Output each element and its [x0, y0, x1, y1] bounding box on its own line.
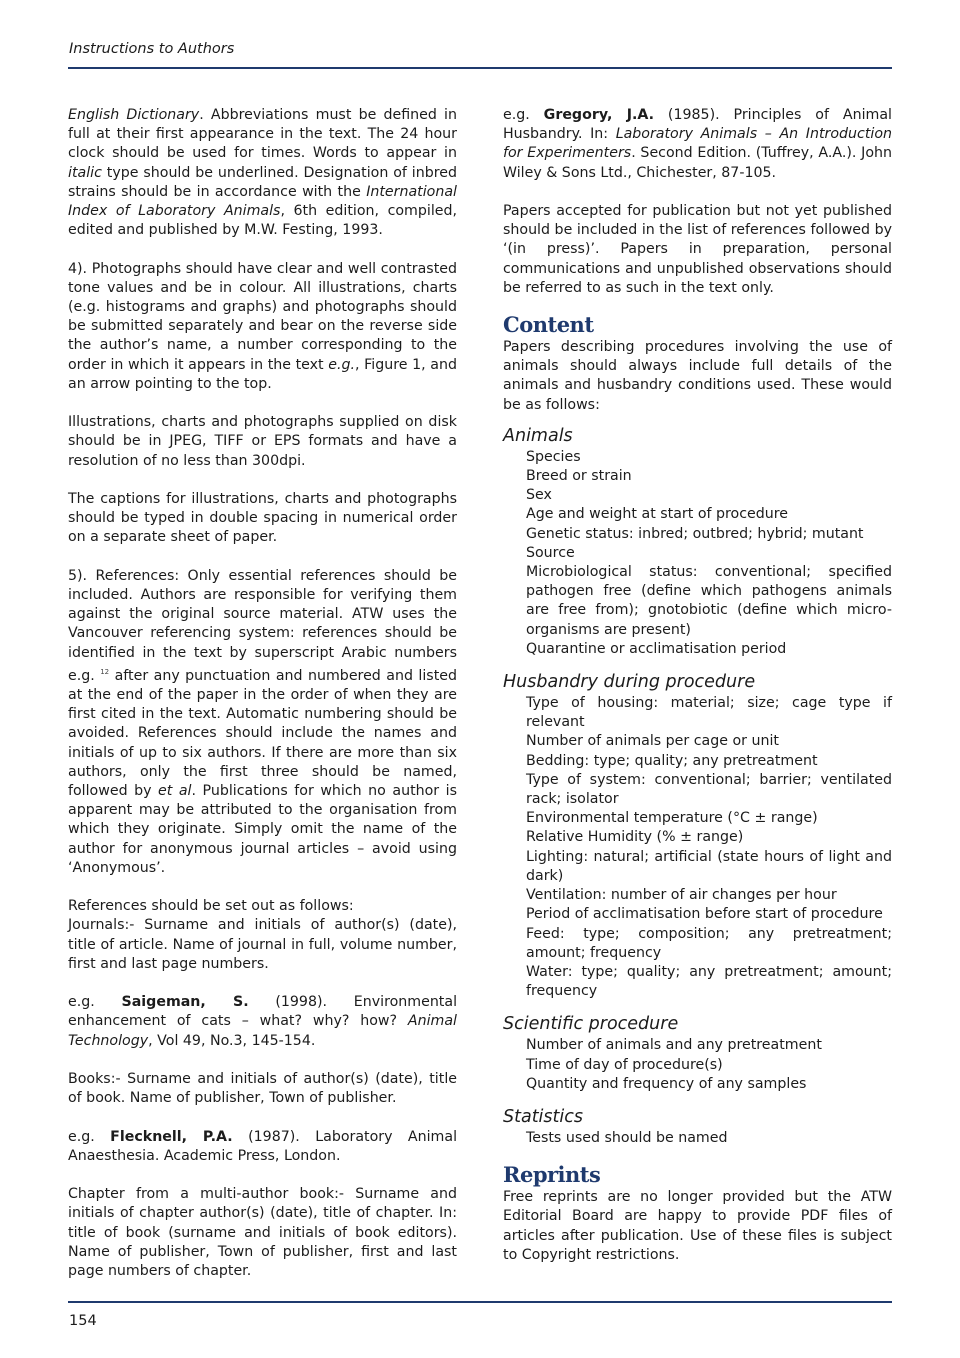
list-item: Source	[526, 544, 575, 561]
list-item: Quarantine or acclimatisation period	[526, 640, 787, 657]
paragraph-captions: The captions for illustrations, charts and photographs should be typed in double spacing in numerical order on a separate sheet of paper.	[68, 491, 457, 546]
list-item: Breed or strain	[526, 468, 632, 485]
example-flecknell: e.g. Flecknell, P.A. (1987). Laboratory Animal Anaesthesia. Academic Press, London.	[68, 1128, 458, 1164]
header-divider	[68, 67, 892, 69]
list-item: Number of animals per cage or unit	[526, 733, 779, 750]
list-item: Quantity and frequency of any samples	[526, 1075, 807, 1092]
heading-reprints: Reprints	[503, 1162, 601, 1188]
list-item: Feed: type; composition; any pretreatment; amount; frequency	[526, 925, 892, 961]
example-saigeman: e.g. Saigeman, S. (1998). Environmental enhancement of cats – what? why? how? Animal Technology, Vol 49, No.3, 145-154.	[68, 994, 458, 1049]
paragraph-references: 5). References: Only essential references should be included. Authors are responsible for verifying them against the original source material. ATW uses the Vancouver referencing system: references should be identified in the text by superscript Arabic numbers e.g. $^{12}$ after any punctuation and numbered and listed at the end of the paper in the order of when they are first cited in the text. Automatic numbering should be avoided. References should include the names and initials of up to six authors. If there are more than six authors, only the first three should be named, followed by et al. Publications for which no author is apparent may be attributed to the organisation from which they originate. Simply omit the name of the author for anonymous journal articles – avoid using ‘Anonymous’.	[68, 567, 457, 876]
list-item: Type of system: conventional; barrier; ventilated rack; isolator	[526, 771, 892, 808]
paragraph-in-press: Papers accepted for publication but not yet published should be included in the list of references followed by ‘(in press)’. Papers in preparation, personal communications and unpublished observations should be referred to as such in the text only.	[503, 203, 892, 296]
paragraph-reprints: Free reprints are no longer provided but the ATW Editorial Board are happy to provide PDF files of articles after publication. Use of these files is subject to Copyright restrictions.	[503, 1189, 892, 1263]
list-item: Microbiological status: conventional; specified pathogen free (define which pathogens animals are free from); gnotobiotic (define which micro-organisms are present)	[526, 564, 892, 638]
running-header: Instructions to Authors	[69, 41, 235, 57]
list-item: Bedding: type; quality; any pretreatment	[526, 752, 818, 769]
list-item: Tests used should be named	[526, 1129, 728, 1146]
list-statistics	[503, 1129, 892, 1148]
list-husbandry	[503, 694, 892, 1001]
paragraph-references-format: References should be set out as follows:	[68, 898, 354, 915]
heading-content: Content	[503, 312, 594, 338]
example-gregory: e.g. Gregory, J.A. (1985). Principles of Animal Husbandry. In: Laboratory Animals – An Introduction for Experimenters. Second Edition. (Tuffrey, A.A.). John Wiley & Sons Ltd., Chichester, 87-105.	[503, 107, 892, 181]
list-item: Period of acclimatisation before start of procedure	[526, 906, 883, 923]
subheading-animals: Animals	[503, 425, 573, 446]
paragraph-journals: Journals:- Surname and initials of author(s) (date), title of article. Name of journal in full, volume number, first and last page numbers.	[68, 917, 457, 972]
subheading-scientific-procedure: Scientific procedure	[503, 1014, 679, 1035]
list-item: Number of animals and any pretreatment	[526, 1037, 822, 1054]
list-scientific-procedure	[503, 1036, 892, 1094]
list-item: Genetic status: inbred; outbred; hybrid; mutant	[526, 525, 864, 542]
list-item: Relative Humidity (% ± range)	[526, 829, 744, 846]
superscript-example: 12	[100, 667, 110, 676]
paragraph-disk-formats: Illustrations, charts and photographs supplied on disk should be in JPEG, TIFF or EPS formats and have a resolution of no less than 300dpi.	[68, 414, 457, 469]
paragraph-books: Books:- Surname and initials of author(s) (date), title of book. Name of publisher, Town of publisher.	[68, 1071, 457, 1107]
list-item: Lighting: natural; artificial (state hours of light and dark)	[526, 848, 892, 884]
left-column	[68, 106, 457, 1281]
list-item: Species	[526, 448, 581, 465]
page-number: 154	[69, 1313, 97, 1329]
paragraph-content-intro: Papers describing procedures involving the use of animals should always include full details of the animals and husbandry conditions used. These would be as follows:	[503, 339, 892, 413]
list-item: Water: type; quality; any pretreatment; amount; frequency	[526, 963, 892, 1000]
list-item: Ventilation: number of air changes per hour	[526, 887, 837, 904]
right-column	[503, 106, 892, 1265]
paragraph-chapter: Chapter from a multi-author book:- Surname and initials of chapter author(s) (date), title of chapter. In: title of book (surname and initials of book editors). Name of publisher, Town of publisher, first and last page numbers of chapter.	[68, 1186, 457, 1280]
subheading-statistics: Statistics	[503, 1106, 583, 1127]
list-item: Age and weight at start of procedure	[526, 506, 788, 523]
list-item: Type of housing: material; size; cage type if relevant	[526, 695, 892, 731]
paragraph-photographs: 4). Photographs should have clear and well contrasted tone values and be in colour. All illustrations, charts (e.g. histograms and graphs) and photographs should be submitted separately and bear on the reverse side the author’s name, a number corresponding to the order in which it appears in the text e.g., Figure 1, and an arrow pointing to the top.	[68, 260, 457, 392]
paragraph-dictionary: English Dictionary. Abbreviations must be defined in full at their first appearance in the text. The 24 hour clock should be used for times. Words to appear in italic type should be underlined. Designation of inbred strains should be in accordance with the International Index of Laboratory Animals, 6th edition, compiled, edited and published by M.W. Festing, 1993.	[68, 107, 458, 239]
list-item: Environmental temperature (°C ± range)	[526, 810, 818, 827]
list-animals	[503, 448, 892, 659]
list-item: Time of day of procedure(s)	[526, 1056, 723, 1073]
footer-divider	[68, 1301, 892, 1303]
list-item: Sex	[526, 487, 552, 504]
subheading-husbandry: Husbandry during procedure	[503, 672, 756, 693]
